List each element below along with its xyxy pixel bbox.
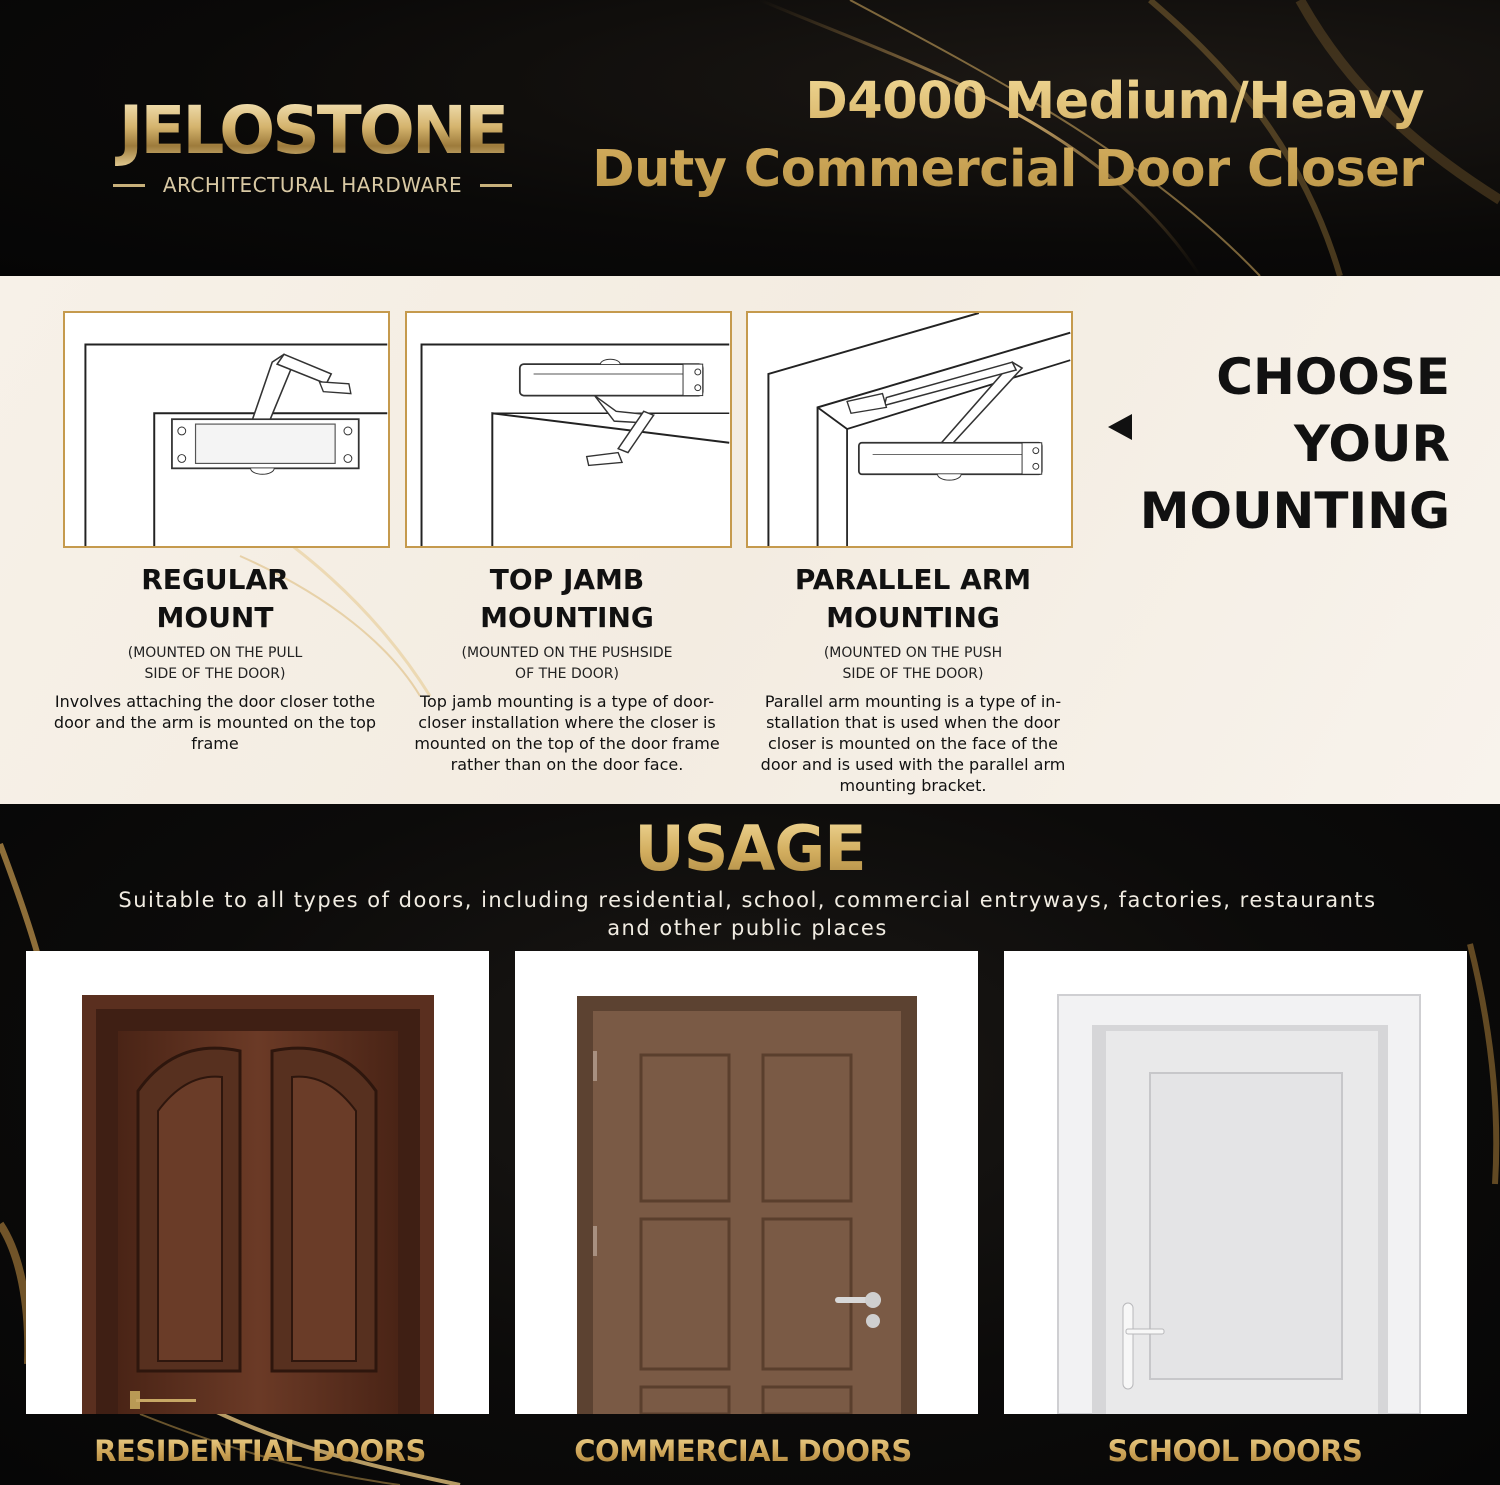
commercial-door-image [515, 951, 978, 1414]
option-title-line1: REGULAR [141, 563, 289, 596]
brand-tagline [100, 170, 525, 200]
usage-description: Suitable to all types of doors, including residential, school, commercial entryways, factories, restaurants and other public places [118, 888, 1377, 940]
option-subtitle-line2: SIDE OF THE DOOR) [842, 666, 984, 682]
option-subtitle [50, 643, 380, 685]
mount-option-regular [50, 561, 380, 754]
school-door-image [1004, 951, 1467, 1414]
heading-line1: CHOOSE [1216, 348, 1450, 406]
commercial-door-card [515, 951, 978, 1414]
mounting-section [0, 276, 1500, 804]
option-title [50, 561, 380, 637]
diagram-regular-mount [63, 311, 390, 548]
product-title-line1: D4000 Medium/Heavy [805, 72, 1424, 131]
diagram-top-jamb [405, 311, 732, 548]
top-jamb-illustration [407, 313, 730, 546]
heading-line3: MOUNTING [1139, 482, 1450, 540]
residential-doors-label: RESIDENTIAL DOORS [20, 1434, 500, 1468]
school-doors-label: SCHOOL DOORS [995, 1434, 1475, 1468]
tagline-dash-left [113, 184, 145, 187]
product-title-line2: Duty Commercial Door Closer [592, 140, 1424, 199]
heading-line2: YOUR [1293, 415, 1450, 473]
usage-title: USAGE [0, 812, 1500, 885]
parallel-arm-illustration [748, 313, 1071, 546]
option-description: Involves attaching the door closer tothe door and the arm is mounted on the top frame [53, 692, 377, 753]
school-door-card [1004, 951, 1467, 1414]
tagline-dash-right [480, 184, 512, 187]
option-subtitle [402, 643, 732, 685]
option-title-line1: TOP JAMB [489, 563, 645, 596]
usage-section [0, 804, 1500, 1485]
option-description: Parallel arm mounting is a type of in-stallation that is used when the door closer is mounted on the face of the door and is used with the parallel arm mounting bracket. [760, 692, 1066, 795]
option-subtitle-line1: (MOUNTED ON THE PUSHSIDE [461, 645, 673, 661]
option-subtitle-line2: OF THE DOOR) [515, 666, 619, 682]
brand-logo: JELOSTONE [100, 92, 525, 169]
mount-option-top-jamb [402, 561, 732, 775]
mount-option-parallel-arm [748, 561, 1078, 796]
left-arrow-icon [1108, 414, 1132, 440]
option-description: Top jamb mounting is a type of door-closer installation where the closer is mounted on the top of the door frame rather than on the door face. [414, 692, 720, 774]
product-title [592, 68, 1424, 204]
tagline-text: ARCHITECTURAL HARDWARE [162, 173, 463, 197]
option-title [402, 561, 732, 637]
header-banner [0, 0, 1500, 276]
regular-mount-illustration [65, 313, 388, 546]
option-title-line2: MOUNTING [826, 601, 1000, 634]
choose-mounting-heading [1140, 344, 1450, 545]
option-title-line2: MOUNTING [480, 601, 654, 634]
option-title [748, 561, 1078, 637]
option-subtitle-line1: (MOUNTED ON THE PULL [127, 645, 303, 661]
residential-door-image [26, 951, 489, 1414]
option-subtitle-line2: SIDE OF THE DOOR) [144, 666, 286, 682]
option-subtitle-line1: (MOUNTED ON THE PUSH [823, 645, 1003, 661]
option-title-line1: PARALLEL ARM [794, 563, 1032, 596]
residential-door-card [26, 951, 489, 1414]
option-title-line2: MOUNT [156, 601, 274, 634]
diagram-parallel-arm [746, 311, 1073, 548]
option-subtitle [748, 643, 1078, 685]
commercial-doors-label: COMMERCIAL DOORS [503, 1434, 983, 1468]
